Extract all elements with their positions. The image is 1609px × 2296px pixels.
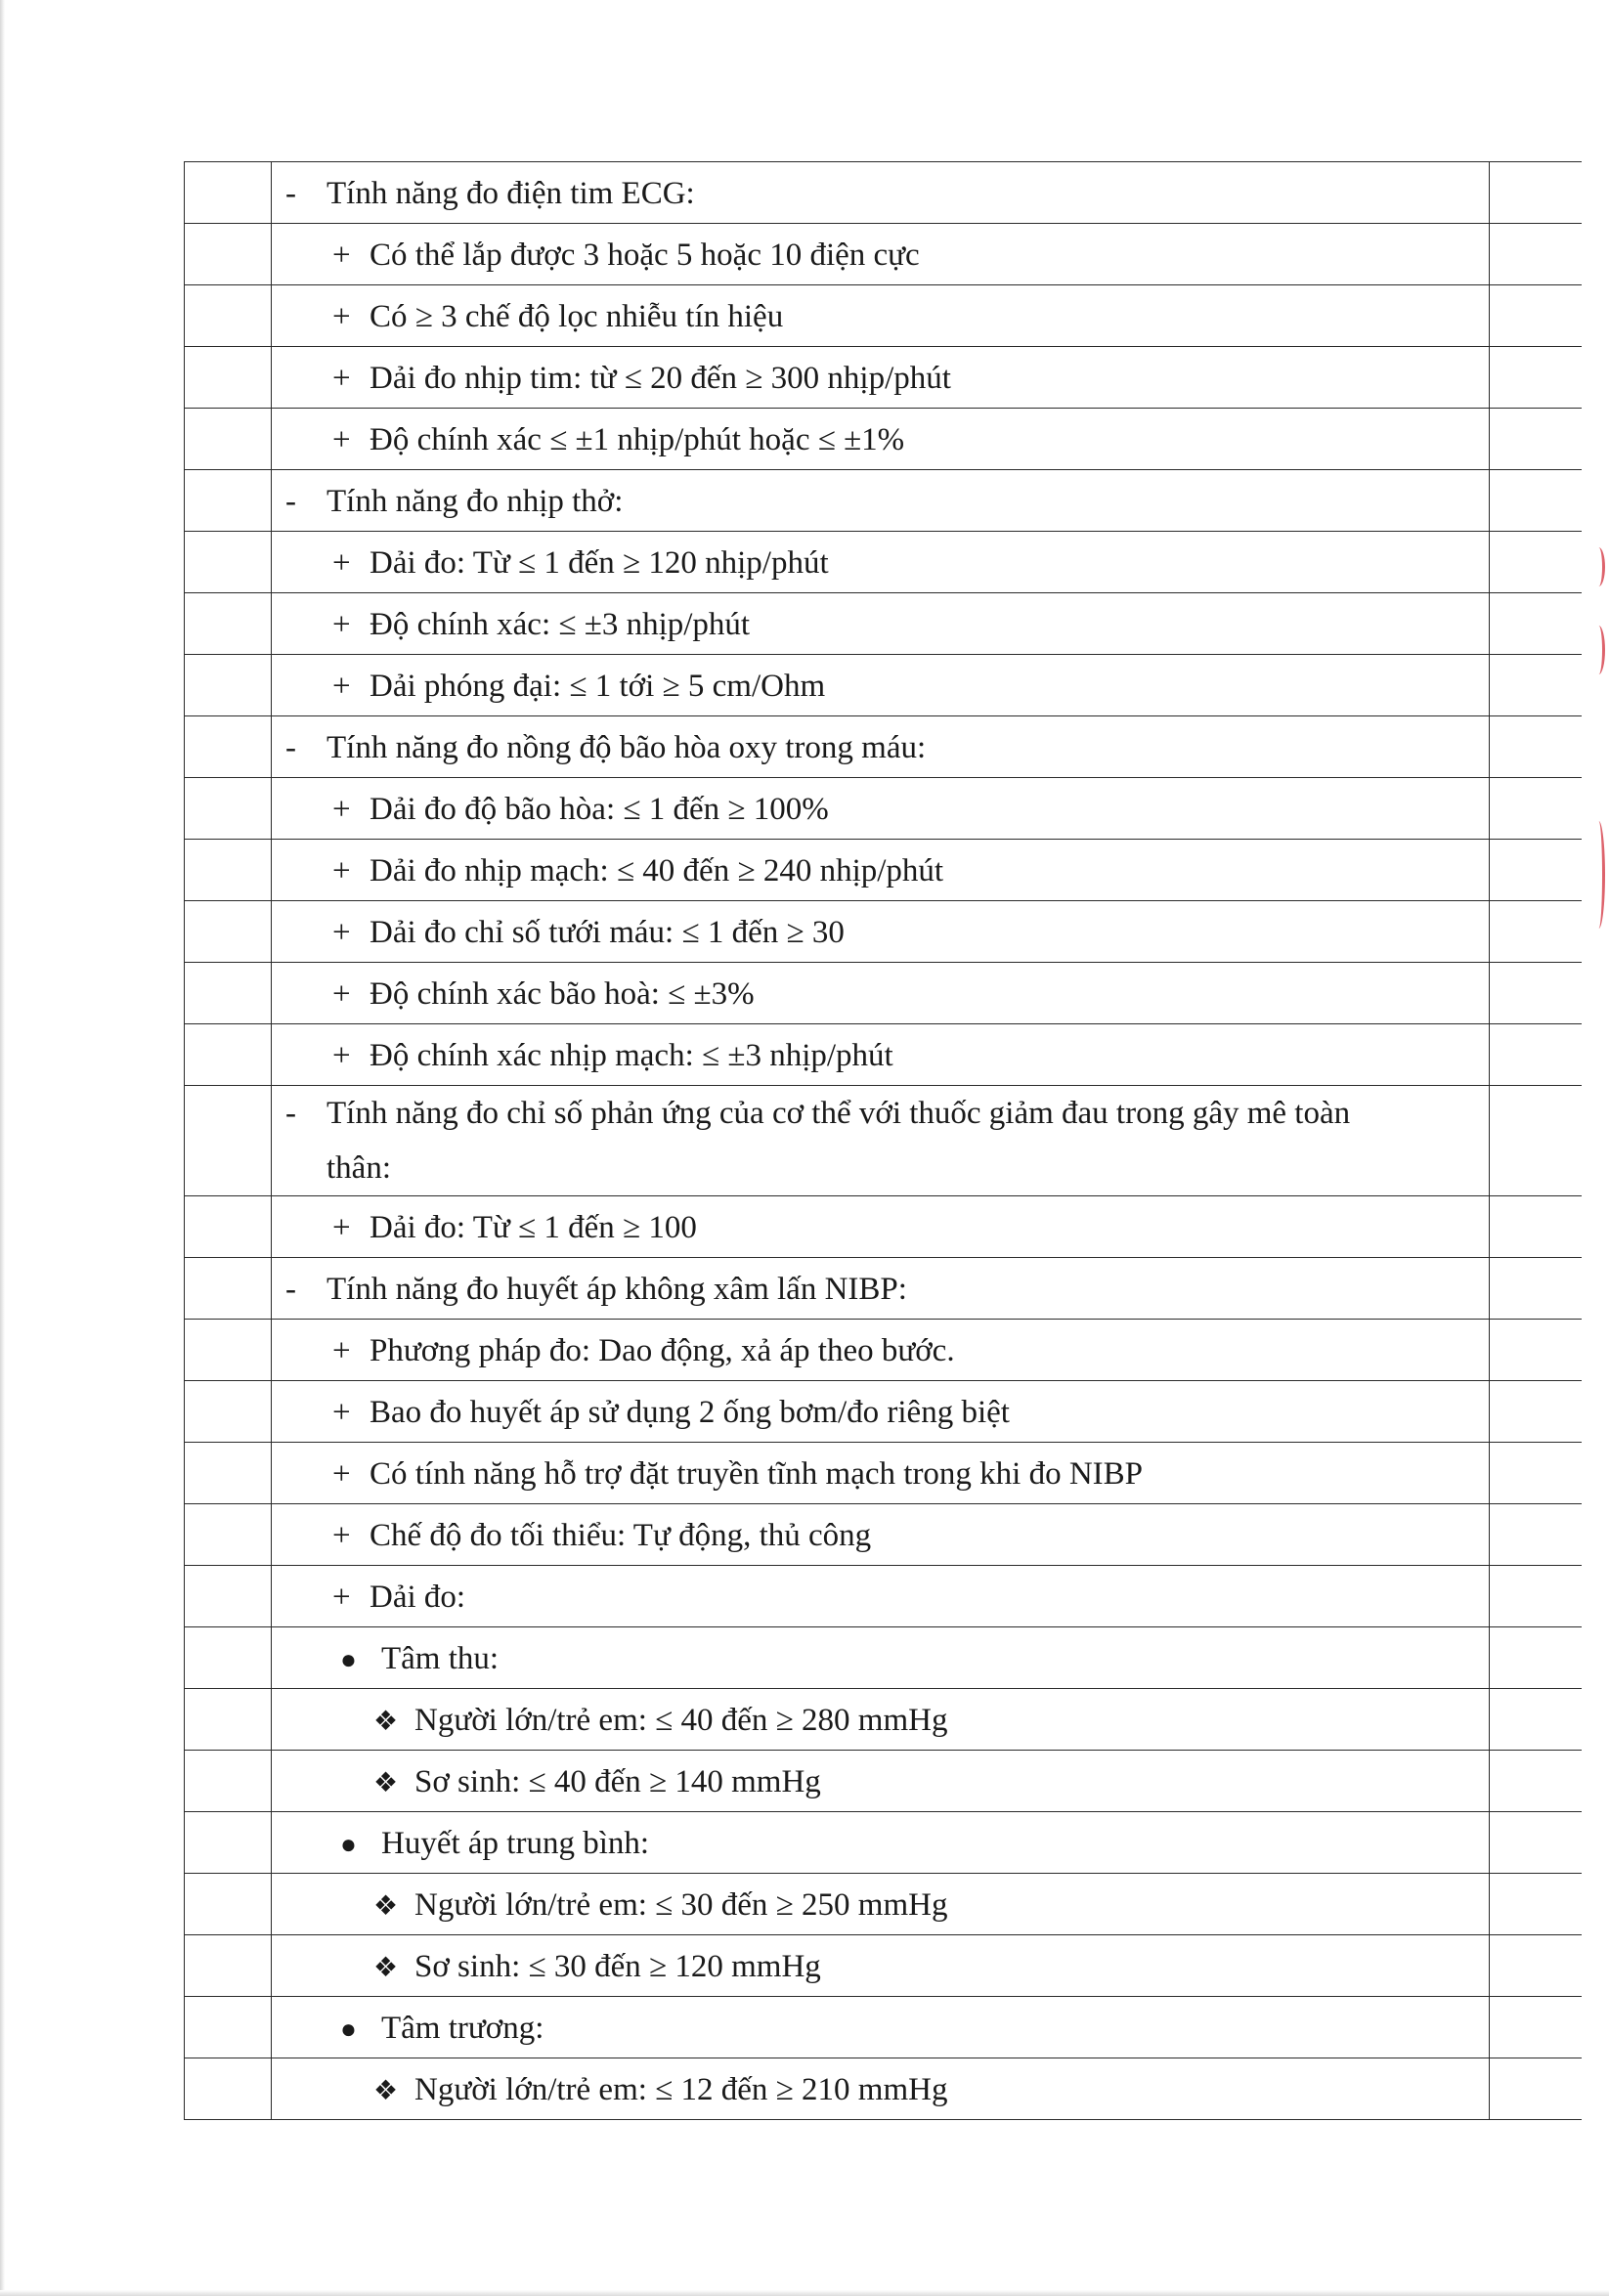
spec-line — [272, 1086, 1489, 1195]
table-row — [185, 1443, 1583, 1504]
spec-text: Dải phóng đại: ≤ 1 tới ≥ 5 cm/Ohm — [370, 669, 826, 704]
spec-text: Dải đo: — [370, 1580, 466, 1615]
spec-text: Người lớn/trẻ em: ≤ 12 đến ≥ 210 mmHg — [414, 2072, 948, 2107]
spec-text: Tâm thu: — [381, 1641, 500, 1676]
table-row — [185, 1320, 1583, 1381]
spec-text: Người lớn/trẻ em: ≤ 30 đến ≥ 250 mmHg — [414, 1887, 948, 1923]
spec-cell — [272, 593, 1490, 655]
table-row — [185, 1812, 1583, 1874]
spec-cell — [272, 1874, 1490, 1935]
note-cell — [1490, 1935, 1583, 1997]
list-marker: ● — [340, 2014, 357, 2045]
spec-line — [272, 1196, 1489, 1255]
note-cell — [1490, 285, 1583, 347]
note-cell — [1490, 1443, 1583, 1504]
index-cell — [185, 409, 272, 470]
list-marker: ❖ — [373, 1891, 399, 1922]
spec-text: Sơ sinh: ≤ 40 đến ≥ 140 mmHg — [414, 1764, 821, 1799]
note-cell — [1490, 1086, 1583, 1196]
table-row — [185, 1024, 1583, 1086]
spec-line — [272, 1997, 1489, 2058]
spec-line — [272, 285, 1489, 344]
spec-cell — [272, 1566, 1490, 1627]
note-cell — [1490, 162, 1583, 224]
note-cell — [1490, 1689, 1583, 1751]
spec-cell — [272, 347, 1490, 409]
spec-text: Dải đo: Từ ≤ 1 đến ≥ 100 — [370, 1210, 697, 1245]
spec-cell — [272, 1751, 1490, 1812]
index-cell — [185, 1874, 272, 1935]
note-cell — [1490, 409, 1583, 470]
spec-line — [272, 470, 1489, 529]
table-row — [185, 1381, 1583, 1443]
note-cell — [1490, 1997, 1583, 2058]
index-cell — [185, 2058, 272, 2120]
index-cell — [185, 1504, 272, 1566]
list-marker: + — [332, 422, 351, 457]
list-marker: + — [332, 607, 351, 642]
spec-cell — [272, 1443, 1490, 1504]
spec-line — [272, 593, 1489, 652]
index-cell — [185, 532, 272, 593]
table-row — [185, 1504, 1583, 1566]
spec-text: Tính năng đo điện tim ECG: — [326, 176, 695, 211]
table-row — [185, 1627, 1583, 1689]
spec-line — [272, 409, 1489, 467]
list-marker: - — [285, 1096, 296, 1131]
spec-line — [272, 532, 1489, 590]
list-marker: - — [285, 730, 296, 765]
list-marker: + — [332, 1333, 351, 1368]
index-cell — [185, 470, 272, 532]
spec-cell — [272, 778, 1490, 840]
table-row — [185, 593, 1583, 655]
list-marker: + — [332, 1456, 351, 1492]
spec-cell — [272, 2058, 1490, 2120]
table-row — [185, 347, 1583, 409]
table-row — [185, 778, 1583, 840]
table-row — [185, 1997, 1583, 2058]
table-row — [185, 840, 1583, 901]
note-cell — [1490, 901, 1583, 963]
note-cell — [1490, 1320, 1583, 1381]
spec-line — [272, 778, 1489, 837]
list-marker: ❖ — [373, 1953, 399, 1983]
list-marker: + — [332, 361, 351, 396]
list-marker: + — [332, 792, 351, 827]
spec-cell — [272, 224, 1490, 285]
spec-line — [272, 224, 1489, 282]
table-row — [185, 655, 1583, 716]
spec-text: Phương pháp đo: Dao động, xả áp theo bước. — [370, 1333, 955, 1368]
spec-line — [272, 655, 1489, 714]
note-cell — [1490, 1627, 1583, 1689]
scan-left-edge — [0, 0, 5, 2296]
table-row — [185, 1751, 1583, 1812]
spec-cell — [272, 409, 1490, 470]
spec-text: Độ chính xác ≤ ±1 nhịp/phút hoặc ≤ ±1% — [370, 422, 905, 457]
table-row — [185, 716, 1583, 778]
list-marker: + — [332, 299, 351, 334]
list-marker: + — [332, 545, 351, 581]
note-cell — [1490, 593, 1583, 655]
spec-cell — [272, 1381, 1490, 1443]
spec-line — [272, 2058, 1489, 2119]
spec-line — [272, 1874, 1489, 1934]
spec-text: Tính năng đo nồng độ bão hòa oxy trong máu: — [326, 730, 927, 765]
spec-cell — [272, 1935, 1490, 1997]
spec-line — [272, 1812, 1489, 1873]
spec-cell — [272, 1196, 1490, 1258]
spec-text-continuation: thân: — [326, 1150, 391, 1186]
spec-line — [272, 1320, 1489, 1378]
index-cell — [185, 347, 272, 409]
spec-line — [272, 1381, 1489, 1440]
specification-table-body — [185, 162, 1583, 2120]
spec-cell — [272, 840, 1490, 901]
note-cell — [1490, 2058, 1583, 2120]
table-row — [185, 532, 1583, 593]
spec-line — [272, 1566, 1489, 1625]
spec-text: Độ chính xác nhịp mạch: ≤ ±3 nhịp/phút — [370, 1038, 893, 1073]
spec-text: Chế độ đo tối thiểu: Tự động, thủ công — [370, 1518, 872, 1553]
spec-line — [272, 1751, 1489, 1811]
table-row — [185, 2058, 1583, 2120]
index-cell — [185, 1751, 272, 1812]
index-cell — [185, 778, 272, 840]
note-cell — [1490, 1196, 1583, 1258]
index-cell — [185, 901, 272, 963]
note-cell — [1490, 347, 1583, 409]
spec-text: Có tính năng hỗ trợ đặt truyền tĩnh mạch trong khi đo NIBP — [370, 1456, 1144, 1492]
spec-line — [272, 963, 1489, 1021]
note-cell — [1490, 224, 1583, 285]
note-cell — [1490, 963, 1583, 1024]
spec-cell — [272, 901, 1490, 963]
red-stamp-fragment — [1592, 821, 1605, 929]
specification-table — [184, 161, 1582, 2120]
spec-cell — [272, 532, 1490, 593]
index-cell — [185, 1196, 272, 1258]
list-marker: - — [285, 176, 296, 211]
table-row — [185, 1874, 1583, 1935]
table-row — [185, 963, 1583, 1024]
spec-cell — [272, 162, 1490, 224]
list-marker: + — [332, 238, 351, 273]
list-marker: + — [332, 1038, 351, 1073]
spec-text: Dải đo: Từ ≤ 1 đến ≥ 120 nhịp/phút — [370, 545, 829, 581]
index-cell — [185, 1689, 272, 1751]
spec-line — [272, 1024, 1489, 1083]
table-row — [185, 1258, 1583, 1320]
spec-line — [272, 1504, 1489, 1563]
spec-text: Có ≥ 3 chế độ lọc nhiễu tín hiệu — [370, 299, 784, 334]
index-cell — [185, 1566, 272, 1627]
table-row — [185, 1689, 1583, 1751]
table-row — [185, 470, 1583, 532]
spec-line — [272, 1258, 1489, 1317]
table-row — [185, 901, 1583, 963]
list-marker: - — [285, 484, 296, 519]
index-cell — [185, 1086, 272, 1196]
index-cell — [185, 840, 272, 901]
index-cell — [185, 593, 272, 655]
index-cell — [185, 285, 272, 347]
spec-text: Bao đo huyết áp sử dụng 2 ống bơm/đo riêng biệt — [370, 1395, 1010, 1430]
spec-line — [272, 716, 1489, 775]
spec-cell — [272, 1997, 1490, 2058]
table-row — [185, 1566, 1583, 1627]
note-cell — [1490, 1751, 1583, 1812]
spec-cell — [272, 1024, 1490, 1086]
spec-text: Tính năng đo nhịp thở: — [326, 484, 624, 519]
spec-line — [272, 840, 1489, 898]
list-marker: + — [332, 1518, 351, 1553]
spec-cell — [272, 285, 1490, 347]
spec-text: Tâm trương: — [381, 2011, 544, 2046]
list-marker: + — [332, 1580, 351, 1615]
spec-text: Có thể lắp được 3 hoặc 5 hoặc 10 điện cực — [370, 238, 920, 273]
scan-bottom-edge — [0, 2290, 1609, 2296]
list-marker: ❖ — [373, 1768, 399, 1798]
index-cell — [185, 1627, 272, 1689]
spec-text: Dải đo nhịp tim: từ ≤ 20 đến ≥ 300 nhịp/phút — [370, 361, 951, 396]
spec-line — [272, 1627, 1489, 1688]
list-marker: ● — [340, 1830, 357, 1860]
index-cell — [185, 224, 272, 285]
spec-line — [272, 1935, 1489, 1996]
spec-text: Dải đo nhịp mạch: ≤ 40 đến ≥ 240 nhịp/phút — [370, 853, 944, 888]
note-cell — [1490, 840, 1583, 901]
list-marker: ● — [340, 1645, 357, 1675]
note-cell — [1490, 1874, 1583, 1935]
table-row — [185, 162, 1583, 224]
note-cell — [1490, 1258, 1583, 1320]
index-cell — [185, 716, 272, 778]
index-cell — [185, 963, 272, 1024]
note-cell — [1490, 716, 1583, 778]
spec-cell — [272, 1258, 1490, 1320]
note-cell — [1490, 1381, 1583, 1443]
note-cell — [1490, 1566, 1583, 1627]
spec-text: Huyết áp trung bình: — [381, 1826, 650, 1861]
table-row — [185, 1086, 1583, 1196]
spec-line — [272, 1443, 1489, 1501]
list-marker: + — [332, 669, 351, 704]
spec-cell — [272, 1627, 1490, 1689]
spec-cell — [272, 963, 1490, 1024]
note-cell — [1490, 1504, 1583, 1566]
index-cell — [185, 1381, 272, 1443]
list-marker: + — [332, 1395, 351, 1430]
table-row — [185, 409, 1583, 470]
spec-text: Độ chính xác: ≤ ±3 nhịp/phút — [370, 607, 751, 642]
list-marker: ❖ — [373, 1707, 399, 1737]
spec-cell — [272, 1812, 1490, 1874]
index-cell — [185, 1812, 272, 1874]
index-cell — [185, 655, 272, 716]
red-stamp-fragment — [1592, 547, 1605, 586]
index-cell — [185, 1935, 272, 1997]
spec-text: Tính năng đo chỉ số phản ứng của cơ thể với thuốc giảm đau trong gây mê toàn — [326, 1096, 1351, 1131]
index-cell — [185, 1320, 272, 1381]
note-cell — [1490, 1812, 1583, 1874]
note-cell — [1490, 655, 1583, 716]
spec-text: Dải đo độ bão hòa: ≤ 1 đến ≥ 100% — [370, 792, 829, 827]
spec-cell — [272, 655, 1490, 716]
index-cell — [185, 1024, 272, 1086]
table-row — [185, 285, 1583, 347]
spec-line — [272, 901, 1489, 960]
spec-line — [272, 347, 1489, 406]
table-row — [185, 1935, 1583, 1997]
list-marker: ❖ — [373, 2076, 399, 2106]
note-cell — [1490, 778, 1583, 840]
spec-cell — [272, 1320, 1490, 1381]
index-cell — [185, 162, 272, 224]
spec-text: Người lớn/trẻ em: ≤ 40 đến ≥ 280 mmHg — [414, 1703, 948, 1738]
red-stamp-fragment — [1592, 626, 1605, 674]
list-marker: + — [332, 853, 351, 888]
list-marker: + — [332, 915, 351, 950]
list-marker: + — [332, 976, 351, 1012]
list-marker: + — [332, 1210, 351, 1245]
spec-text: Độ chính xác bão hoà: ≤ ±3% — [370, 976, 755, 1012]
index-cell — [185, 1443, 272, 1504]
spec-cell — [272, 1086, 1490, 1196]
list-marker: - — [285, 1272, 296, 1307]
spec-text: Sơ sinh: ≤ 30 đến ≥ 120 mmHg — [414, 1949, 821, 1984]
spec-cell — [272, 1689, 1490, 1751]
spec-cell — [272, 470, 1490, 532]
spec-line — [272, 162, 1489, 221]
spec-line — [272, 1689, 1489, 1750]
note-cell — [1490, 470, 1583, 532]
table-row — [185, 224, 1583, 285]
spec-cell — [272, 1504, 1490, 1566]
index-cell — [185, 1258, 272, 1320]
note-cell — [1490, 1024, 1583, 1086]
table-row — [185, 1196, 1583, 1258]
spec-cell — [272, 716, 1490, 778]
index-cell — [185, 1997, 272, 2058]
spec-text: Tính năng đo huyết áp không xâm lấn NIBP: — [326, 1272, 907, 1307]
spec-text: Dải đo chỉ số tưới máu: ≤ 1 đến ≥ 30 — [370, 915, 845, 950]
note-cell — [1490, 532, 1583, 593]
